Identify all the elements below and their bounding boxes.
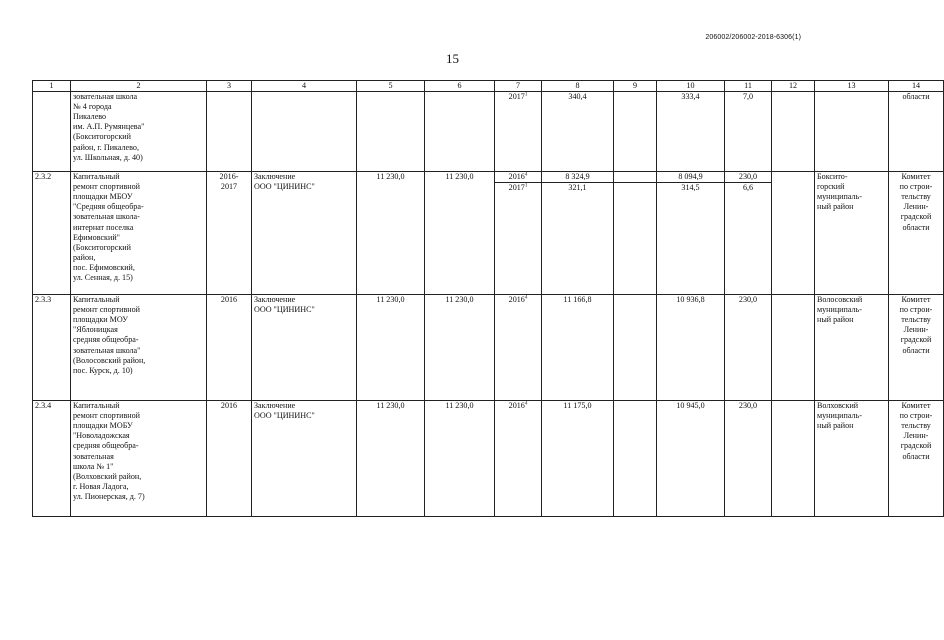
estimated-cost-cell: 11 230,0 — [425, 295, 495, 401]
column-number: 13 — [815, 81, 889, 92]
local-funds-cell — [725, 401, 772, 517]
program-table — [32, 80, 944, 517]
basis-cell — [252, 92, 357, 172]
object-name-cell: Капитальный ремонт спортивной площадки МОУ "Яблоницкая средняя общеобра- зовательная школа" (Волосовский район, пос. Курск, д. 10) — [71, 295, 207, 401]
sub-value: 7,0 — [742, 92, 754, 102]
sub-value: 2016$^4$ — [508, 401, 528, 411]
sub-value — [614, 92, 656, 102]
footnote-mark: 1 — [524, 92, 528, 98]
basis-cell: Заключение ООО "ЦИНИНС" — [252, 401, 357, 517]
column-number: 10 — [657, 81, 725, 92]
column-number: 6 — [425, 81, 495, 92]
regional-funds-cell — [657, 172, 725, 295]
sub-value — [614, 172, 656, 182]
period-cell — [207, 92, 252, 172]
column-number: 7 — [495, 81, 542, 92]
column-12-cell — [772, 401, 815, 517]
sub-value: 8 094,9 — [678, 172, 703, 182]
column-number: 11 — [725, 81, 772, 92]
page-number: 15 — [446, 51, 459, 66]
sub-value: 6,6 — [725, 182, 771, 193]
period-cell: 2016 — [207, 295, 252, 401]
sub-value: 230,0 — [738, 295, 758, 305]
footnote-mark: 4 — [524, 401, 528, 407]
year-cell — [495, 172, 542, 295]
estimated-cost-cell: 11 230,0 — [425, 172, 495, 295]
sub-value: 2016$^4$ — [508, 295, 528, 305]
sub-value: 11 166,8 — [563, 295, 592, 305]
federal-funds-cell — [614, 92, 657, 172]
responsible-body-cell: области — [889, 92, 944, 172]
column-number: 4 — [252, 81, 357, 92]
regional-funds-cell — [657, 92, 725, 172]
column-number: 14 — [889, 81, 944, 92]
estimated-cost-cell — [425, 92, 495, 172]
responsible-body-cell: Комитет по строи- тельству Ленин- градской области — [889, 295, 944, 401]
year-cell — [495, 92, 542, 172]
federal-funds-cell — [614, 295, 657, 401]
local-funds-cell — [725, 92, 772, 172]
federal-funds-cell — [614, 172, 657, 295]
year-cell — [495, 401, 542, 517]
regional-funds-cell — [657, 401, 725, 517]
sub-value: 321,1 — [542, 182, 613, 193]
sub-value: 230,0 — [738, 401, 758, 411]
municipality-cell — [815, 92, 889, 172]
local-funds-cell — [725, 172, 772, 295]
sub-value: 230,0 — [738, 172, 758, 182]
column-number-row — [33, 81, 944, 92]
municipality-cell: Волосовский муниципаль- ный район — [815, 295, 889, 401]
column-12-cell — [772, 92, 815, 172]
column-number: 2 — [71, 81, 207, 92]
funding-total-cell — [542, 295, 614, 401]
item-number-cell: 2.3.4 — [33, 401, 71, 517]
sub-value: 314,5 — [657, 182, 724, 193]
document-id: 206002/206002-2018-6306(1) — [705, 34, 801, 41]
object-name-cell: Капитальный ремонт спортивной площадки МБОУ "Средняя общеобра- зовательная школа- интернат поселка Ефимовский" (Бокситогорский район, пос. Ефимовский, ул. Сенная, д. 15) — [71, 172, 207, 295]
column-number: 8 — [542, 81, 614, 92]
footnote-mark: 4 — [524, 172, 528, 178]
footnote-mark: 4 — [524, 295, 528, 301]
period-cell: 2016 — [207, 401, 252, 517]
sub-value: 10 945,0 — [676, 401, 705, 411]
estimated-cost-cell: 11 230,0 — [425, 401, 495, 517]
object-name-cell: Капитальный ремонт спортивной площадки МОБУ "Новоладожская средняя общеобра- зовательная школа № 1" (Волховский район, г. Новая Ладога, ул. Пионерская, д. 7) — [71, 401, 207, 517]
regional-funds-cell — [657, 295, 725, 401]
table-row — [33, 92, 944, 172]
responsible-body-cell: Комитет по строи- тельству Ленин- градской области — [889, 401, 944, 517]
municipality-cell: Волховский муниципаль- ный район — [815, 401, 889, 517]
sub-value: 2017$^1$ — [508, 92, 528, 102]
basis-cell: Заключение ООО "ЦИНИНС" — [252, 172, 357, 295]
column-number: 3 — [207, 81, 252, 92]
total-cost-cell: 11 230,0 — [357, 401, 425, 517]
table-row — [33, 401, 944, 517]
sub-value — [614, 401, 656, 411]
sub-value: 2017$^1$ — [495, 182, 541, 193]
column-number: 12 — [772, 81, 815, 92]
sub-value: 11 175,0 — [563, 401, 592, 411]
column-12-cell — [772, 172, 815, 295]
column-number: 5 — [357, 81, 425, 92]
total-cost-cell: 11 230,0 — [357, 295, 425, 401]
table-row — [33, 295, 944, 401]
funding-total-cell — [542, 401, 614, 517]
municipality-cell: Боксито- горский муниципаль- ный район — [815, 172, 889, 295]
funding-total-cell — [542, 92, 614, 172]
sub-value — [614, 182, 656, 193]
local-funds-cell — [725, 295, 772, 401]
total-cost-cell — [357, 92, 425, 172]
column-number: 9 — [614, 81, 657, 92]
column-number: 1 — [33, 81, 71, 92]
sub-value: 333,4 — [681, 92, 700, 102]
column-12-cell — [772, 295, 815, 401]
total-cost-cell: 11 230,0 — [357, 172, 425, 295]
sub-value: 340,4 — [568, 92, 587, 102]
responsible-body-cell: Комитет по строи- тельству Ленин- градской области — [889, 172, 944, 295]
sub-value: 2016$^4$ — [508, 172, 528, 182]
sub-value: 8 324,9 — [565, 172, 590, 182]
sub-value: 10 936,8 — [676, 295, 705, 305]
item-number-cell: 2.3.3 — [33, 295, 71, 401]
basis-cell: Заключение ООО "ЦИНИНС" — [252, 295, 357, 401]
federal-funds-cell — [614, 401, 657, 517]
funding-total-cell — [542, 172, 614, 295]
year-cell — [495, 295, 542, 401]
table-row — [33, 172, 944, 295]
sub-value — [614, 295, 656, 305]
object-name-cell: зовательная школа № 4 города Пикалево им. А.П. Румянцева" (Бокситогорский район, г. Пикалево, ул. Школьная, д. 40) — [71, 92, 207, 172]
footnote-mark: 1 — [524, 183, 528, 189]
item-number-cell: 2.3.2 — [33, 172, 71, 295]
item-number-cell — [33, 92, 71, 172]
period-cell: 2016- 2017 — [207, 172, 252, 295]
